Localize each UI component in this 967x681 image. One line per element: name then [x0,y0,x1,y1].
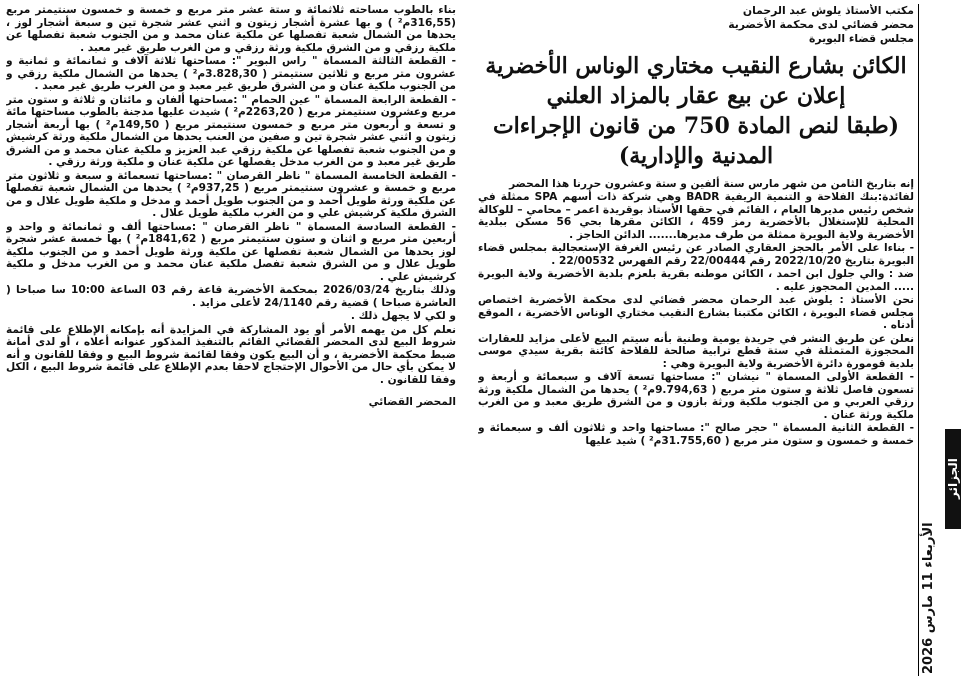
issue-date: الأربعاء 11 مارس 2026 [921,522,936,674]
signature: المحضر القضائي [368,396,456,408]
paragraph-plot-2-continued: بناء بالطوب مساحته ثلاثمائة و ستة عشر متر مربع و خمسة و خمسون سنتيمتر مربع (316,55م² ) و بها عشرة أشجار زيتون و اثني عشر شجرة تين و سبعة أشجار لوز ، يحدها من الشمال شعبة تفصلها عن ملكية عنان محمد و من الجنوب شعبة تفصلها عن ملكية رزقي و من الشرق ملكية ورثة رزقي و من الغرب طريق غير معبد . [6,4,456,54]
header-line-2: محضر قضائي لدى محكمة الأخضرية [728,18,914,32]
header-line-3: مجلس قضاء البويرة [808,32,914,46]
paragraph-bailiff: نحن الأستاذ : يلوش عبد الرحمان محضر قضائي لدى محكمة الأخضرية اختصاص مجلس قضاء البويرة ، الكائن مكتبنا بشارع النقيب مختاري الوناس الأخضرية ، الموقع أدناه . [478,294,914,332]
header-line-1: مكتب الأستاذ يلوش عبد الرحمان [742,4,914,17]
paragraph-date: إنه بتاريخ الثامن من شهر مارس سنة ألفين و ستة وعشرون حررنا هذا المحضر [509,177,914,190]
right-column [478,4,914,676]
title-line-1: الكائن بشارع النقيب مختاري الوناس الأخضرية [485,53,907,80]
title-line-4: المدنية والإدارية) [618,142,774,169]
paragraph-plot-1: - القطعة الأولى المسماة " نيشان ": مساحتها تسعة آلاف و سبعمائة و أربعة و تسعون فاصل ثلاثة و ستون متر مربع ( 9.794,63م² ) يحدها من الشمال ملكية ورثة رزقي العربي و من الجنوب ملكية ورثة بازون و من الشرق طريق معبد و من الغرب ملكية ورثة عنان . [478,371,914,421]
paragraph-plot-2: - القطعة الثانية المسماة " حجر صالح ": مساحتها واحد و ثلاثون ألف و سبعمائة و خمسة و خمسون و ستون متر مربع ( 31.755,60م² ) شيد عليها [478,422,914,447]
newspaper-logo: الجزائر [945,429,961,529]
announcement-title [478,52,914,172]
paragraph-plot-6: - القطعة السادسة المسماة " ناظر القرصان " :مساحتها ألف و ثمانمائة و واحد و أربعين متر مربع و اثنان و ستون سنتيمتر مربع ( 1841,62م² ) بها خمسة عشر شجرة لوز يحدها من الشمال شعبة تفصلها عن ملكية ورثة طويل أحمد و من الجنوب ملكية طويل علال و من الشرق شعبة تفصل ملكية عنان محمد و من الغرب مدخل و ملكية كرشيش علي . [6,220,456,283]
left-column [6,4,456,676]
paragraph-plot-4: - القطعة الرابعة المسماة " عين الحمام " :مساحتها ألفان و مائتان و ثلاثة و ستون متر مربع وعشرون سنتيمتر مربع ( 2263,20م² ) شيدت عليها مدجنة بالطوب مساحتها مائة و تسعة و أربعون متر مربع و خمسون سنتيمتر مربع ( 149,50م² ) بها أربعة أشجار زيتون و اثني عشر شجرة تين و صفين من العنب يحدها من الشمال ملكية ورثة كرشيش و من الجنوب شعبة تفصلها عن ملكية رزقي عبد العزيز و ملكية عنان محمد و من الشرق طريق غير معبد و من الغرب مدخل يفصلها عن ملكية عنان و ملكية ورثة رزقي . [6,93,456,168]
paragraph-plot-5: - القطعة الخامسة المسماة " ناظر القرصان " :مساحتها تسعمائة و سبعة و ثلاثون متر مربع و خمسة و عشرون سنتيمتر مربع ( 937,25م² ) يحدها من الشمال شعبة تفصلها عن ملكية ورثة طويل أحمد و من الجنوب طويل أحمد و مدخل و ملكية طويل علال و من الشرق ملكية كرشيش علي و من الغرب ملكية طويل علال . [6,169,456,219]
paragraph-debtor: ضد : والي جلول ابن احمد ، الكائن موطنه بقرية بلعزم بلدية الأخضرية ولاية البويرة ..... المدين المحجوز عليه . [478,268,914,293]
paragraph-seizure-order: - بناءا على الأمر بالحجز العقاري الصادر عن رئيس الغرفة الإستعجالية بمجلس قضاء البويرة بتاريخ 2022/10/20 رقم 22/00444 رقم الفهرس 22/00532 . [478,242,914,267]
title-line-3: (طبقا لنص المادة 750 من قانون الإجراءات [492,112,900,139]
paragraph-conditions: نعلم كل من يهمه الأمر أو يود المشاركة في المزايدة أنه بإمكانه الإطلاع على قائمة شروط البيع لدى المحضر القضائي القائم بالتنفيذ المذكور عنوانه أعلاه ، أو لدى أمانة ضبط محكمة الأخضرية ، و أن البيع يكون وفقا لقائمة شروط البيع و وفقا للقانون و أنه لا يمكن بأي حال من الأحوال الإحتجاج لاحقا بعدم الإطلاع على قائمة شروط البيع ، الكل وفقا للقانون . [6,323,456,386]
paragraph-auction-date: وذلك بتاريخ 2026/03/24 بمحكمة الأخضرية قاعة رقم 03 الساعة 10:00 سا صباحا ( العاشرة صباحا ) قضية رقم 24/1140 لأعلى مزايد . [6,284,456,309]
bailiff-header [478,4,914,46]
page-spine [918,4,963,676]
paragraph-notice: و لكي لا يجهل ذلك . [350,310,456,322]
paragraph-creditor: لفائدة:بنك الفلاحة و التنمية الريفية BADR وهي شركة ذات أسهم SPA ممثلة في شخص رئيس مديرها العام ، القائم في حقها الأستاذ بوقريدة اعمر – محامي – للوكالة المحلية للإستغلال بالأخضرية رمز 459 ، الكائن مقرها بحي 56 مسكن ببلدية الأخضرية ولاية البويرة ممثلة من طرف مديرها....... الدائن الحاجز . [478,191,914,241]
title-line-2: إعلان عن بيع عقار بالمزاد العلني [546,83,846,109]
paragraph-plot-3: - القطعة الثالثة المسماة " راس البوير ": مساحتها ثلاثة آلاف و ثمانمائة و ثمانية و عشرون متر مربع و ثلاثين سنتيمتر ( 3.828,30م² ) يحدها من الشمال ملكية رزقي و من الجنوب ملكية عنان و من الشرق طريق غير معبد و من الغرب طريق غير معبد . [6,55,456,92]
paragraph-publication: نعلن عن طريق النشر في جريدة يومية وطنية بأنه سيتم البيع لأعلى مزايد للعقارات المحجوزة المتمثلة في ستة قطع ترابية صالحة للفلاحة كائنة بقرية سيدي موسى بلدية قومورة دائرة الأخضرية ولاية البويرة وهي : [478,332,914,370]
